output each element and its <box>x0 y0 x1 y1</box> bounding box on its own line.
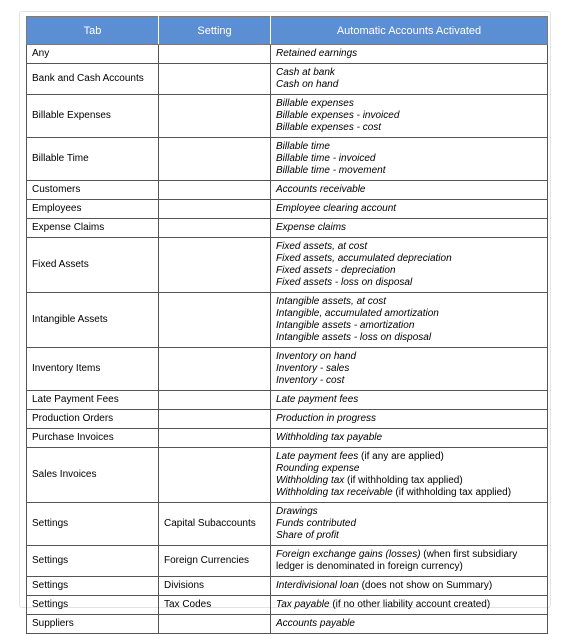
account-line <box>276 599 542 611</box>
account-name: Intangible, accumulated amortization <box>276 308 439 319</box>
account-note: (if any are applied) <box>358 451 444 462</box>
header-accounts: Automatic Accounts Activated <box>271 17 548 45</box>
table-row <box>27 546 548 577</box>
account-name: Expense claims <box>276 222 347 233</box>
accounts-cell <box>271 219 548 238</box>
account-name: Share of profit <box>276 530 339 541</box>
accounts-cell <box>271 181 548 200</box>
account-line <box>276 67 542 79</box>
account-line <box>276 451 542 463</box>
account-line <box>276 375 542 387</box>
table-row <box>27 238 548 293</box>
accounts-cell <box>271 64 548 95</box>
account-name: Cash on hand <box>276 79 339 90</box>
account-line <box>276 363 542 375</box>
account-name: Billable expenses <box>276 98 354 109</box>
table-row <box>27 448 548 503</box>
table-row <box>27 45 548 64</box>
accounts-cell <box>271 448 548 503</box>
account-name: Foreign exchange gains (losses) <box>276 549 421 560</box>
accounts-cell <box>271 238 548 293</box>
account-line <box>276 265 542 277</box>
account-line <box>276 413 542 425</box>
account-note: ledger is denominated in foreign currency) <box>276 561 463 572</box>
account-name: Intangible assets - amortization <box>276 320 415 331</box>
account-name: Fixed assets, accumulated depreciation <box>276 253 452 264</box>
tab-cell: Bank and Cash Accounts <box>27 64 159 95</box>
table-row <box>27 615 548 634</box>
setting-cell <box>159 448 271 503</box>
account-name: Drawings <box>276 506 318 517</box>
account-name: Late payment fees <box>276 451 359 462</box>
account-name: Interdivisional loan <box>276 580 359 591</box>
account-line <box>276 351 542 363</box>
table-row <box>27 577 548 596</box>
table-row <box>27 348 548 391</box>
account-line <box>276 561 542 573</box>
setting-cell <box>159 391 271 410</box>
table-body <box>27 45 548 634</box>
account-name: Accounts receivable <box>276 184 366 195</box>
header-tab: Tab <box>27 17 159 45</box>
accounts-cell <box>271 45 548 64</box>
account-name: Withholding tax receivable <box>276 487 393 498</box>
tab-cell: Purchase Invoices <box>27 429 159 448</box>
accounts-cell <box>271 138 548 181</box>
setting-cell <box>159 293 271 348</box>
account-note: (if no other liability account created) <box>329 599 491 610</box>
tab-cell: Customers <box>27 181 159 200</box>
account-name: Inventory - cost <box>276 375 345 386</box>
tab-cell: Inventory Items <box>27 348 159 391</box>
account-name: Accounts payable <box>276 618 355 629</box>
account-line <box>276 153 542 165</box>
account-line <box>276 518 542 530</box>
account-name: Fixed assets, at cost <box>276 241 368 252</box>
tab-cell: Billable Expenses <box>27 95 159 138</box>
tab-cell: Production Orders <box>27 410 159 429</box>
account-line <box>276 320 542 332</box>
setting-cell <box>159 410 271 429</box>
tab-cell: Settings <box>27 546 159 577</box>
account-note: (if withholding tax applied) <box>392 487 512 498</box>
account-name: Tax payable <box>276 599 330 610</box>
account-name: Retained earnings <box>276 48 358 59</box>
table-row <box>27 596 548 615</box>
accounts-cell <box>271 293 548 348</box>
tab-cell: Late Payment Fees <box>27 391 159 410</box>
setting-cell <box>159 429 271 448</box>
accounts-cell <box>271 596 548 615</box>
account-line <box>276 253 542 265</box>
account-line <box>276 241 542 253</box>
account-note: (does not show on Summary) <box>358 580 493 591</box>
tab-cell: Settings <box>27 577 159 596</box>
accounts-cell <box>271 348 548 391</box>
account-name: Funds contributed <box>276 518 357 529</box>
account-name: Inventory on hand <box>276 351 357 362</box>
account-name: Billable time - invoiced <box>276 153 376 164</box>
account-name: Intangible assets - loss on disposal <box>276 332 432 343</box>
setting-cell: Divisions <box>159 577 271 596</box>
account-name: Late payment fees <box>276 394 359 405</box>
account-name: Fixed assets - depreciation <box>276 265 396 276</box>
accounts-cell <box>271 546 548 577</box>
table-row <box>27 219 548 238</box>
account-line <box>276 463 542 475</box>
account-name: Production in progress <box>276 413 377 424</box>
account-name: Rounding expense <box>276 463 360 474</box>
account-line <box>276 432 542 444</box>
tab-cell: Settings <box>27 503 159 546</box>
account-name: Intangible assets, at cost <box>276 296 387 307</box>
setting-cell <box>159 219 271 238</box>
table-row <box>27 181 548 200</box>
automatic-accounts-table <box>26 16 548 634</box>
table-row <box>27 64 548 95</box>
setting-cell <box>159 615 271 634</box>
accounts-cell <box>271 391 548 410</box>
account-name: Billable expenses - cost <box>276 122 382 133</box>
account-name: Billable expenses - invoiced <box>276 110 400 121</box>
account-line <box>276 79 542 91</box>
account-line <box>276 487 542 499</box>
table-row <box>27 410 548 429</box>
account-name: Billable time - movement <box>276 165 386 176</box>
tab-cell: Any <box>27 45 159 64</box>
table-row <box>27 293 548 348</box>
setting-cell <box>159 95 271 138</box>
accounts-cell <box>271 95 548 138</box>
setting-cell <box>159 238 271 293</box>
accounts-cell <box>271 200 548 219</box>
account-line <box>276 394 542 406</box>
account-line <box>276 222 542 234</box>
account-line <box>276 580 542 592</box>
setting-cell <box>159 348 271 391</box>
account-line <box>276 184 542 196</box>
tab-cell: Employees <box>27 200 159 219</box>
setting-cell <box>159 138 271 181</box>
account-line <box>276 308 542 320</box>
account-name: Withholding tax <box>276 475 345 486</box>
setting-cell: Tax Codes <box>159 596 271 615</box>
account-line <box>276 549 542 561</box>
account-name: Fixed assets - loss on disposal <box>276 277 413 288</box>
table-row <box>27 138 548 181</box>
account-line <box>276 530 542 542</box>
account-note: (if withholding tax applied) <box>344 475 463 486</box>
tab-cell: Intangible Assets <box>27 293 159 348</box>
header-setting: Setting <box>159 17 271 45</box>
table-row <box>27 200 548 219</box>
table-row <box>27 503 548 546</box>
tab-cell: Sales Invoices <box>27 448 159 503</box>
setting-cell <box>159 200 271 219</box>
account-name: Employee clearing account <box>276 203 397 214</box>
account-line <box>276 506 542 518</box>
table-row <box>27 429 548 448</box>
tab-cell: Settings <box>27 596 159 615</box>
tab-cell: Fixed Assets <box>27 238 159 293</box>
setting-cell <box>159 181 271 200</box>
account-name: Withholding tax payable <box>276 432 383 443</box>
table-row <box>27 95 548 138</box>
account-line <box>276 277 542 289</box>
account-line <box>276 98 542 110</box>
account-name: Inventory - sales <box>276 363 350 374</box>
account-line <box>276 110 542 122</box>
account-note: (when first subsidiary <box>420 549 518 560</box>
tab-cell: Expense Claims <box>27 219 159 238</box>
tab-cell: Billable Time <box>27 138 159 181</box>
header-row <box>27 17 548 45</box>
account-line <box>276 141 542 153</box>
account-name: Billable time <box>276 141 330 152</box>
account-line <box>276 48 542 60</box>
setting-cell: Capital Subaccounts <box>159 503 271 546</box>
account-line <box>276 475 542 487</box>
account-line <box>276 122 542 134</box>
account-line <box>276 332 542 344</box>
accounts-cell <box>271 410 548 429</box>
setting-cell: Foreign Currencies <box>159 546 271 577</box>
accounts-cell <box>271 615 548 634</box>
accounts-cell <box>271 429 548 448</box>
table-row <box>27 391 548 410</box>
account-line <box>276 203 542 215</box>
account-name: Cash at bank <box>276 67 335 78</box>
accounts-cell <box>271 577 548 596</box>
tab-cell: Suppliers <box>27 615 159 634</box>
account-line <box>276 165 542 177</box>
setting-cell <box>159 45 271 64</box>
account-line <box>276 296 542 308</box>
setting-cell <box>159 64 271 95</box>
accounts-cell <box>271 503 548 546</box>
